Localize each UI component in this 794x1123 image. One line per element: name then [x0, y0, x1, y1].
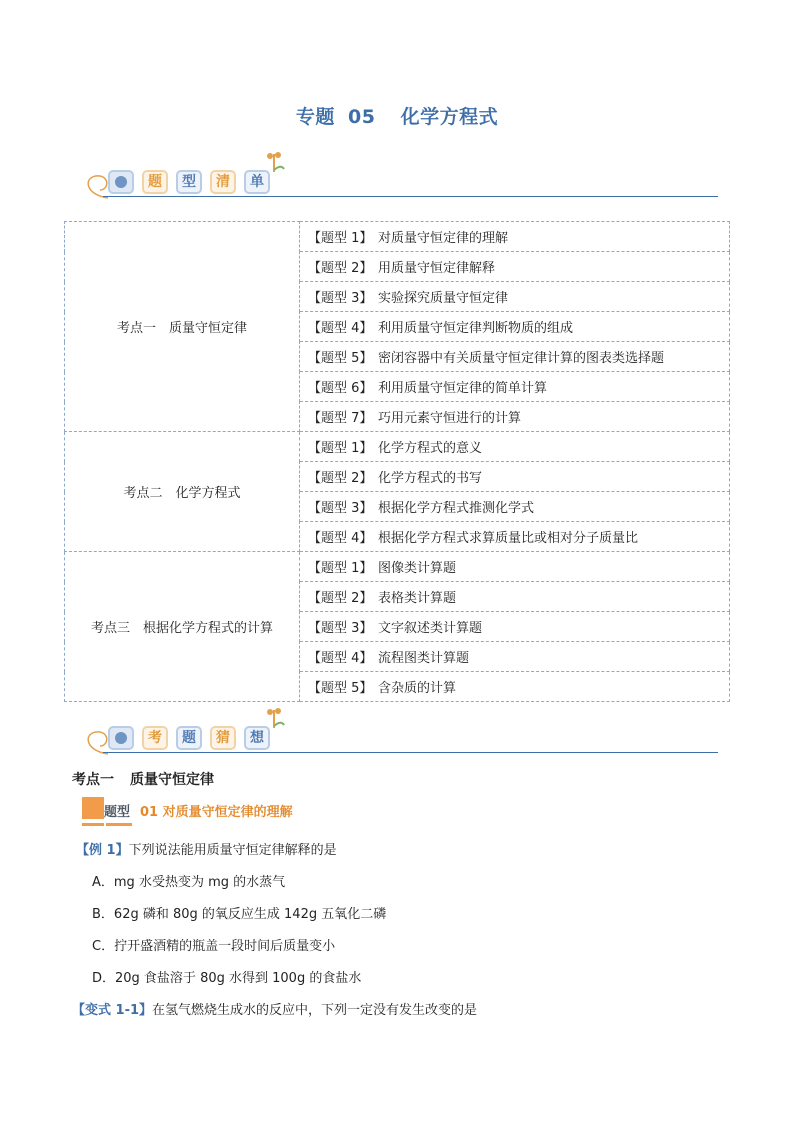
type-cell — [300, 432, 730, 462]
type-cell — [300, 552, 730, 582]
type-text: 根据化学方程式求算质量比或相对分子质量比 — [378, 531, 639, 546]
section-char: 考 — [142, 726, 168, 750]
type-tag: 【题型 1】 — [308, 231, 373, 246]
title-name: 化学方程式 — [400, 106, 499, 128]
section-char: 想 — [244, 726, 270, 750]
type-cell — [300, 402, 730, 432]
type-tag: 【题型 7】 — [308, 411, 373, 426]
example-stem: 下列说法能用质量守恒定律解释的是 — [128, 843, 337, 858]
section-char: 单 — [244, 170, 270, 194]
type-text: 图像类计算题 — [378, 561, 457, 576]
section-header-guess — [78, 706, 718, 758]
type-text: 用质量守恒定律解释 — [378, 261, 496, 276]
variant-stem: 在氢气燃烧生成水的反应中，下列一定没有发生改变的是 — [152, 1003, 478, 1018]
title-number: 05 — [348, 106, 376, 128]
type-text: 文字叙述类计算题 — [378, 621, 483, 636]
type-text: 利用质量守恒定律判断物质的组成 — [378, 321, 574, 336]
type-text: 流程图类计算题 — [378, 651, 470, 666]
type-tag: 【题型 3】 — [308, 501, 373, 516]
type-tag: 【题型 2】 — [308, 591, 373, 606]
type-text: 化学方程式的书写 — [378, 471, 483, 486]
kaodian-cell: 考点一 质量守恒定律 — [65, 222, 300, 432]
type-tag: 【题型 2】 — [308, 471, 373, 486]
example-tag: 【例 1】 — [76, 843, 129, 858]
title-prefix: 专题 — [295, 106, 335, 128]
type-text: 密闭容器中有关质量守恒定律计算的图表类选择题 — [378, 351, 665, 366]
type-tag: 【题型 4】 — [308, 651, 373, 666]
table-row — [65, 222, 730, 252]
type-cell — [300, 582, 730, 612]
section-char: 题 — [142, 170, 168, 194]
type-cell — [300, 612, 730, 642]
section-header-question-types — [78, 150, 718, 202]
type-text: 利用质量守恒定律的简单计算 — [378, 381, 548, 396]
type-text: 化学方程式的意义 — [378, 441, 483, 456]
type-tag: 【题型 1】 — [308, 561, 373, 576]
type-cell — [300, 672, 730, 702]
type-cell — [300, 372, 730, 402]
option-b: B．62g 磷和 80g 的氧反应生成 142g 五氧化二磷 — [92, 907, 387, 922]
type-cell — [300, 522, 730, 552]
kaodian-heading — [72, 769, 214, 789]
section-dot-icon — [108, 170, 134, 194]
option-a: A．mg 水受热变为 mg 的水蒸气 — [92, 875, 286, 890]
kaodian-cell: 考点三 根据化学方程式的计算 — [65, 552, 300, 702]
tixing-underline — [106, 823, 132, 826]
type-text: 对质量守恒定律的理解 — [378, 231, 509, 246]
type-cell — [300, 492, 730, 522]
table-row — [65, 552, 730, 582]
section-char: 猜 — [210, 726, 236, 750]
section-char: 型 — [176, 170, 202, 194]
type-tag: 【题型 2】 — [308, 261, 373, 276]
section-char: 清 — [210, 170, 236, 194]
type-cell — [300, 312, 730, 342]
tixing-underline — [82, 823, 104, 826]
type-text: 表格类计算题 — [378, 591, 457, 606]
type-text: 巧用元素守恒进行的计算 — [378, 411, 522, 426]
option-c: C．拧开盛酒精的瓶盖一段时间后质量变小 — [92, 939, 336, 954]
type-tag: 【题型 6】 — [308, 381, 373, 396]
tixing-label: 题型 — [104, 805, 131, 820]
tixing-heading — [82, 797, 482, 829]
kaodian-label: 考点一 — [72, 772, 114, 788]
type-tag: 【题型 4】 — [308, 531, 373, 546]
variant-question — [72, 999, 477, 1018]
type-tag: 【题型 1】 — [308, 441, 373, 456]
example-question — [76, 839, 337, 858]
type-text: 根据化学方程式推测化学式 — [378, 501, 535, 516]
type-cell — [300, 222, 730, 252]
type-cell — [300, 642, 730, 672]
question-type-table — [64, 221, 730, 702]
type-text: 含杂质的计算 — [378, 681, 457, 696]
type-tag: 【题型 4】 — [308, 321, 373, 336]
type-cell — [300, 282, 730, 312]
tixing-marker-icon — [82, 797, 104, 819]
table-row — [65, 432, 730, 462]
type-tag: 【题型 5】 — [308, 681, 373, 696]
kaodian-name: 质量守恒定律 — [130, 772, 214, 788]
section-char: 题 — [176, 726, 202, 750]
page-title — [0, 102, 794, 129]
type-tag: 【题型 3】 — [308, 291, 373, 306]
section-dot-icon — [108, 726, 134, 750]
section-divider — [103, 752, 718, 753]
type-cell — [300, 252, 730, 282]
type-text: 实验探究质量守恒定律 — [378, 291, 509, 306]
type-cell — [300, 462, 730, 492]
type-cell — [300, 342, 730, 372]
variant-tag: 【变式 1-1】 — [72, 1003, 153, 1018]
type-tag: 【题型 3】 — [308, 621, 373, 636]
option-d: D．20g 食盐溶于 80g 水得到 100g 的食盐水 — [92, 971, 362, 986]
tixing-name: 01 对质量守恒定律的理解 — [140, 805, 293, 820]
section-divider — [103, 196, 718, 197]
kaodian-cell: 考点二 化学方程式 — [65, 432, 300, 552]
type-tag: 【题型 5】 — [308, 351, 373, 366]
